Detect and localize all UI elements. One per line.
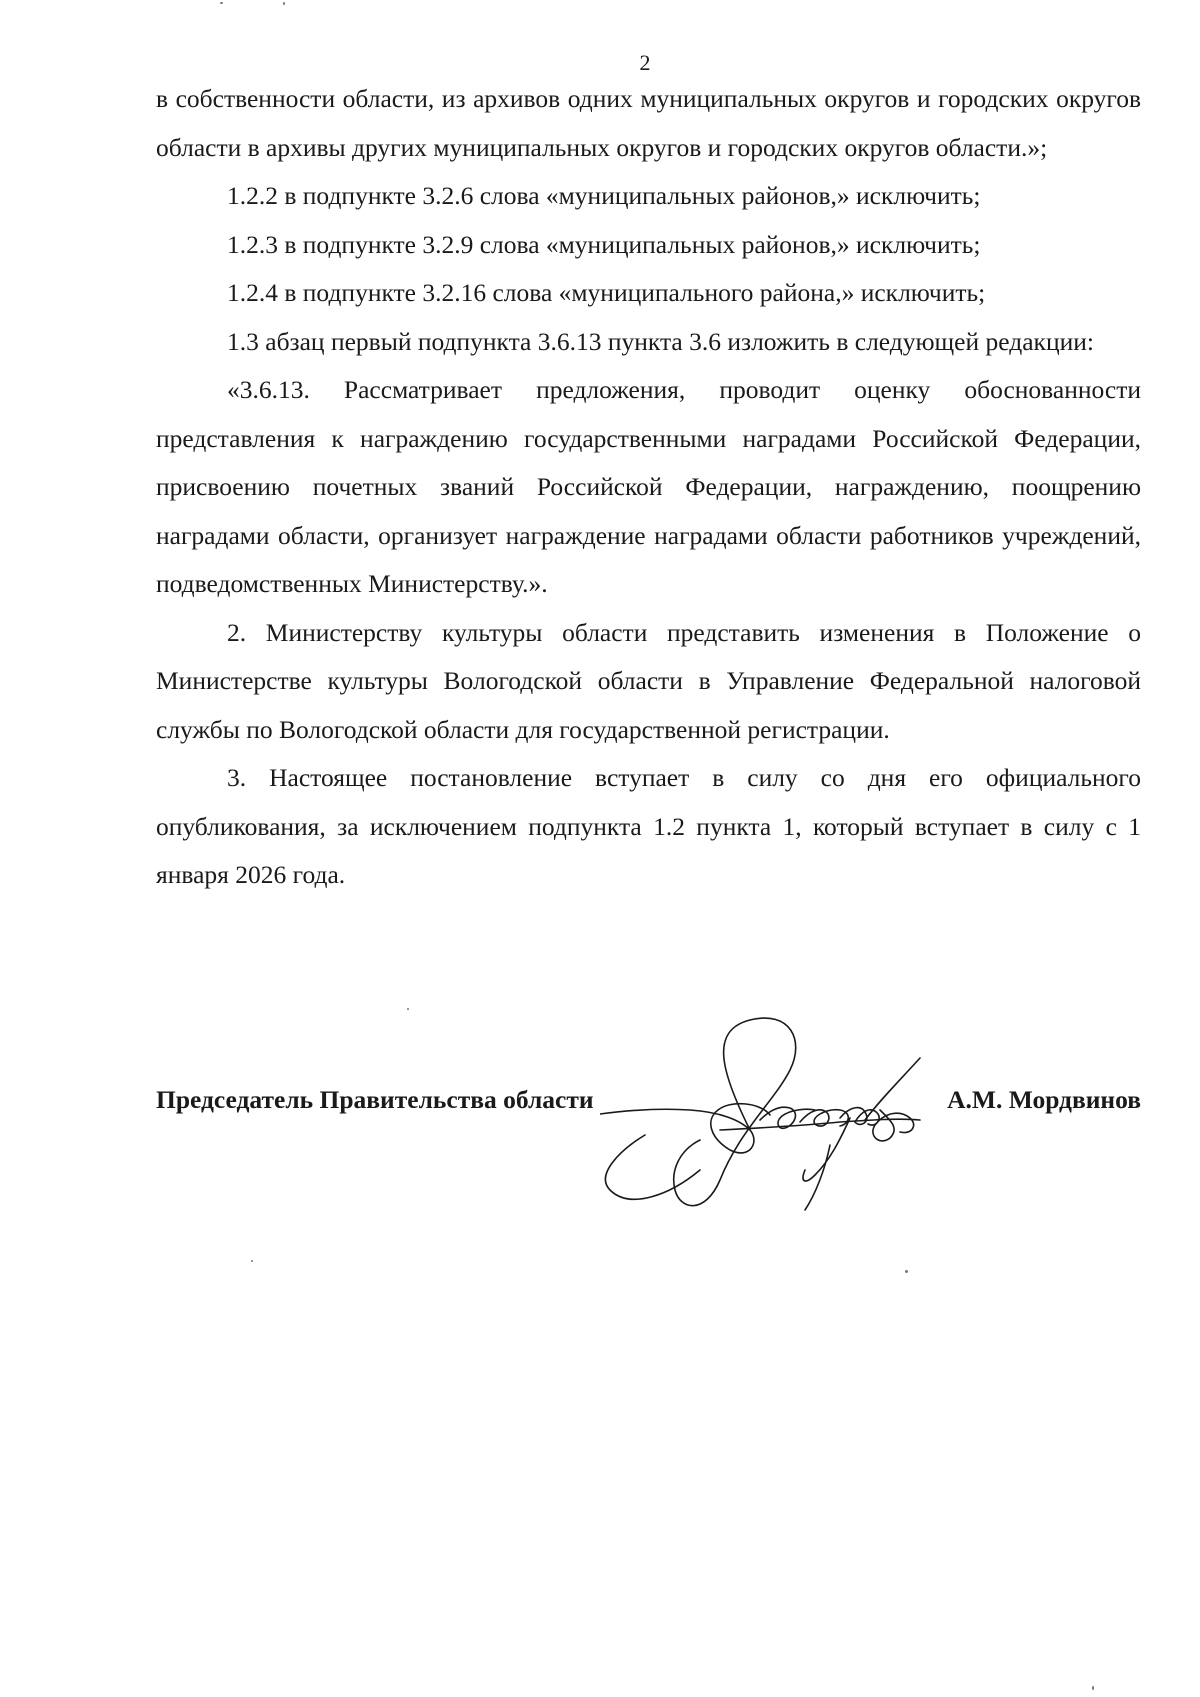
scan-speck: [251, 1260, 253, 1262]
paragraph-3: 3. Настоящее постановление вступает в силу со дня его официального опубликования, за исключением подпункта 1.2 пункта 1, который вступает в силу с 1 января 2026 года.: [156, 763, 1141, 889]
scan-speck: [407, 1008, 409, 1010]
signatory-title: Председатель Правительства области: [156, 1085, 594, 1114]
page-number: 2: [639, 50, 651, 75]
scan-speck: [283, 2, 285, 5]
paragraph-1-2-2: 1.2.2 в подпункте 3.2.6 слова «муниципальных районов,» исключить;: [227, 181, 981, 210]
scan-speck: [905, 1270, 908, 1273]
paragraph-1-3: 1.3 абзац первый подпункта 3.6.13 пункта 3.6 изложить в следующей редакции:: [227, 326, 1094, 356]
paragraph-2: 2. Министерству культуры области представить изменения в Положение о Министерстве культуры Вологодской области в Управление Федеральной налоговой службы по Вологодской области для государственной регистрации.: [156, 617, 1141, 744]
signatory-name: А.М. Мордвинов: [947, 1085, 1141, 1114]
scan-speck: [1092, 1686, 1094, 1690]
paragraph-continuation: в собственности области, из архивов одних муниципальных округов и городских округов области в архивы других муниципальных округов и городских округов области.»;: [156, 84, 1141, 162]
paragraph-3-6-13: «3.6.13. Рассматривает предложения, проводит оценку обоснованности представления к награждению государственными наградами Российской Федерации, присвоению почетных званий Российской Федерации, награждению, поощрению наградами области, организует награждение наградами области работников учреждений, подведомственных Министерству.».: [156, 375, 1141, 598]
handwritten-signature: [600, 1010, 930, 1230]
paragraph-1-2-4: 1.2.4 в подпункте 3.2.16 слова «муниципального района,» исключить;: [227, 278, 986, 307]
scan-speck: [220, 2, 223, 4]
paragraph-1-2-3: 1.2.3 в подпункте 3.2.9 слова «муниципальных районов,» исключить;: [227, 229, 981, 259]
document-body: [156, 75, 1141, 900]
